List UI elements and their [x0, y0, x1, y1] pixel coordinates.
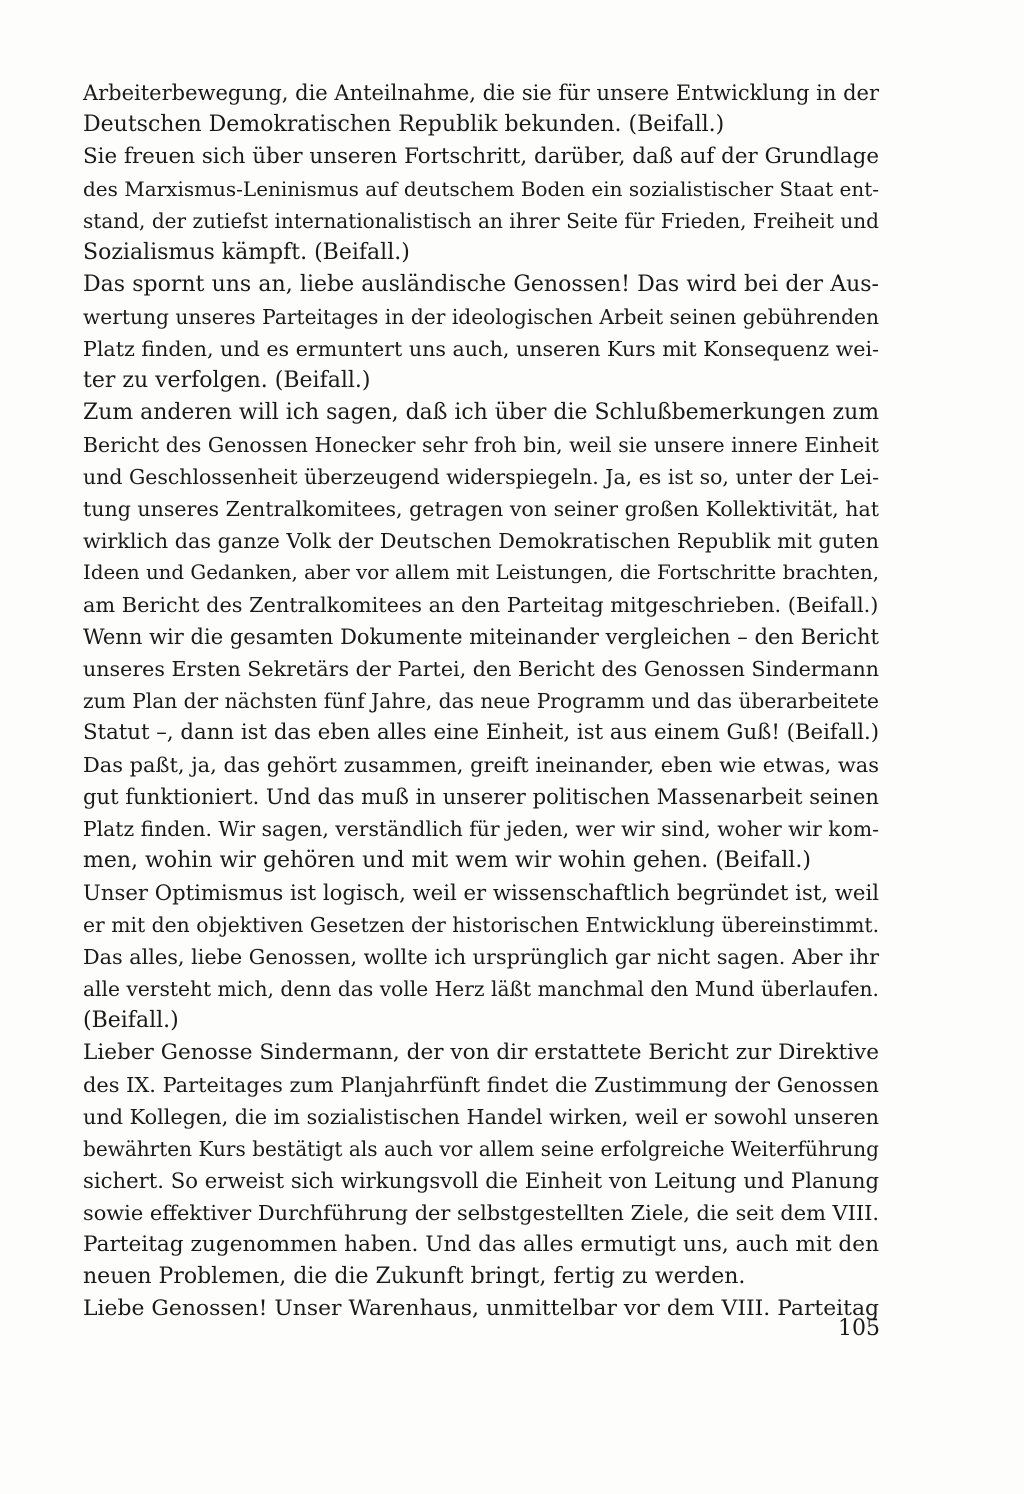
- text-line: wirklich das ganze Volk der Deutschen Demokratischen Republik mit guten: [83, 529, 879, 553]
- text-line: bewährten Kurs bestätigt als auch vor allem seine erfolgreiche Weiterführung: [83, 1137, 879, 1161]
- text-line: Platz finden. Wir sagen, verständlich für jeden, wer wir sind, woher wir kom-: [83, 817, 879, 841]
- text-line: ter zu verfolgen. (Beifall.): [83, 368, 371, 393]
- text-line: Liebe Genossen! Unser Warenhaus, unmittelbar vor dem VIII. Parteitag: [83, 1296, 879, 1321]
- text-line: Platz finden, und es ermuntert uns auch, unseren Kurs mit Konsequenz wei-: [83, 337, 879, 361]
- text-line: Das paßt, ja, das gehört zusammen, greift ineinander, eben wie etwas, was: [83, 753, 879, 777]
- text-line: am Bericht des Zentralkomitees an den Parteitag mitgeschrieben. (Beifall.): [83, 593, 879, 617]
- text-line: Arbeiterbewegung, die Anteilnahme, die sie für unsere Entwicklung in der: [83, 81, 879, 105]
- text-line: unseres Ersten Sekretärs der Partei, den Bericht des Genossen Sindermann: [83, 657, 879, 681]
- text-line: Unser Optimismus ist logisch, weil er wissenschaftlich begründet ist, weil: [83, 880, 879, 905]
- text-line: Wenn wir die gesamten Dokumente miteinander vergleichen – den Bericht: [83, 624, 879, 649]
- text-line: Sie freuen sich über unseren Fortschritt, darüber, daß auf der Grundlage: [83, 144, 879, 169]
- text-line: tung unseres Zentralkomitees, getragen von seiner großen Kollektivität, hat: [83, 497, 879, 521]
- text-line: gut funktioniert. Und das muß in unserer politischen Massenarbeit seinen: [83, 784, 879, 809]
- text-line: Das spornt uns an, liebe ausländische Genossen! Das wird bei der Aus-: [83, 272, 879, 297]
- text-line: men, wohin wir gehören und mit wem wir wohin gehen. (Beifall.): [83, 848, 811, 873]
- text-line: neuen Problemen, die die Zukunft bringt, fertig zu werden.: [83, 1264, 746, 1289]
- text-line: und Geschlossenheit überzeugend widerspiegeln. Ja, es ist so, unter der Lei-: [83, 465, 879, 489]
- text-line: Deutschen Demokratischen Republik bekunden. (Beifall.): [83, 112, 725, 137]
- text-line: Sozialismus kämpft. (Beifall.): [83, 240, 410, 265]
- text-line: sichert. So erweist sich wirkungsvoll die Einheit von Leitung und Planung: [83, 1168, 879, 1193]
- text-line: stand, der zutiefst internationalistisch an ihrer Seite für Frieden, Freiheit und: [83, 209, 879, 233]
- text-line: Das alles, liebe Genossen, wollte ich ursprünglich gar nicht sagen. Aber ihr: [83, 945, 879, 969]
- text-line: des IX. Parteitages zum Planjahrfünft findet die Zustimmung der Genossen: [83, 1073, 879, 1097]
- text-line: alle versteht mich, denn das volle Herz läßt manchmal den Mund überlaufen.: [83, 977, 879, 1001]
- body-text: [83, 77, 879, 1325]
- text-line: des Marxismus-Leninismus auf deutschem Boden ein sozialistischer Staat ent-: [83, 177, 879, 201]
- text-line: Bericht des Genossen Honecker sehr froh bin, weil sie unsere innere Einheit: [83, 433, 879, 457]
- text-line: zum Plan der nächsten fünf Jahre, das neue Programm und das überarbeitete: [83, 689, 879, 713]
- text-line: Parteitag zugenommen haben. Und das alles ermutigt uns, auch mit den: [83, 1232, 879, 1257]
- text-line: Zum anderen will ich sagen, daß ich über die Schlußbemerkungen zum: [83, 400, 879, 425]
- text-line: wertung unseres Parteitages in der ideologischen Arbeit seinen gebührenden: [83, 305, 879, 329]
- text-line: Lieber Genosse Sindermann, der von dir erstattete Bericht zur Direktive: [83, 1040, 879, 1065]
- text-line: und Kollegen, die im sozialistischen Handel wirken, weil er sowohl unseren: [83, 1105, 879, 1129]
- text-line: Ideen und Gedanken, aber vor allem mit Leistungen, die Fortschritte brachten,: [83, 561, 879, 584]
- text-line: er mit den objektiven Gesetzen der historischen Entwicklung übereinstimmt.: [83, 913, 880, 937]
- text-line: Statut –, dann ist das eben alles eine Einheit, ist aus einem Guß! (Beifall.): [83, 720, 880, 745]
- page-number: 105: [838, 1316, 880, 1341]
- text-line: sowie effektiver Durchführung der selbstgestellten Ziele, die seit dem VIII.: [83, 1201, 879, 1225]
- text-line: (Beifall.): [83, 1008, 179, 1033]
